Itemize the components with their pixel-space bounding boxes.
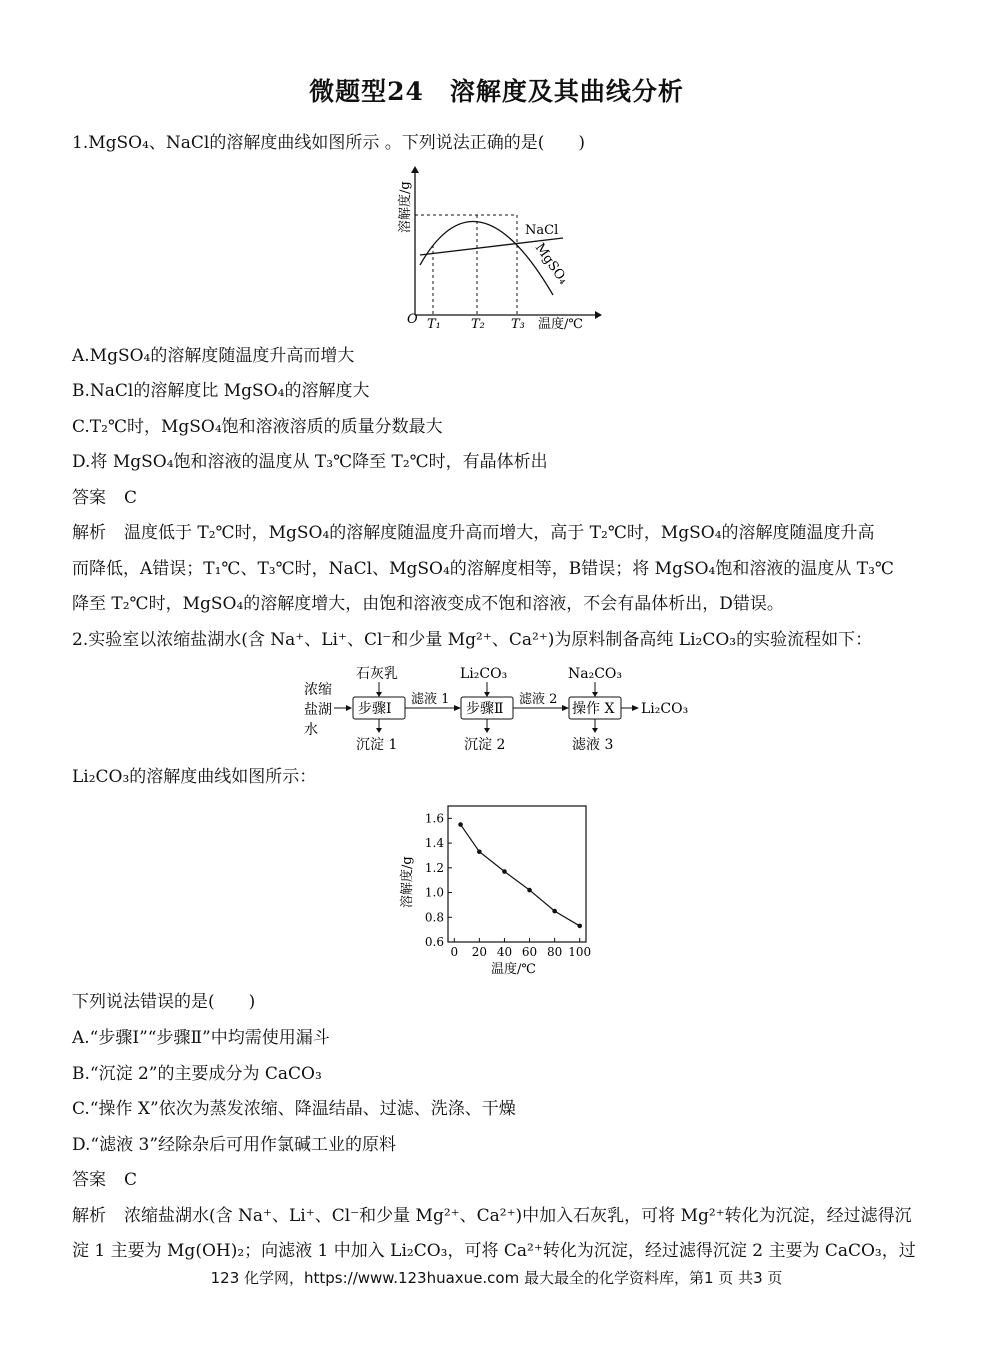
data-point <box>527 888 532 893</box>
analysis-text: 浓缩盐湖水(含 Na⁺、Li⁺、Cl⁻和少量 Mg²⁺、Ca²⁺)中加入石灰乳，可将 Mg²⁺转化为沉淀，经过滤得沉 <box>124 1206 912 1226</box>
y-axis-label: 溶解度/g <box>398 181 413 233</box>
nacl-label: NaCl <box>525 223 559 238</box>
q2-option-c: C.“操作 X”依次为蒸发浓缩、降温结晶、过滤、洗涤、干燥 <box>72 1099 516 1119</box>
bottom-2: 沉淀 2 <box>464 737 506 753</box>
x-tick-label: 20 <box>471 945 488 959</box>
filtrate-1: 滤液 1 <box>411 692 450 707</box>
y-tick-label: 1.0 <box>424 885 444 900</box>
answer-value: C <box>124 488 138 508</box>
source-line-1: 浓缩 <box>304 682 332 698</box>
q2-stem: 2.实验室以浓缩盐湖水(含 Na⁺、Li⁺、Cl⁻和少量 Mg²⁺、Ca²⁺)为原料制备高纯 Li₂CO₃的实验流程如下： <box>72 630 873 650</box>
analysis-label: 解析 <box>72 523 106 543</box>
reagent-2: Li₂CO₃ <box>460 666 508 682</box>
bottom-1: 沉淀 1 <box>356 737 398 753</box>
solubility-chart-mgso4-nacl <box>395 165 605 335</box>
y-axis-label: 溶解度/g <box>400 856 415 908</box>
data-point <box>552 909 557 914</box>
y-tick-label: 1.6 <box>424 811 444 826</box>
source-line-2: 盐湖 <box>304 702 332 718</box>
process-flow-diagram <box>298 660 698 755</box>
q1-stem: 1.MgSO₄、NaCl的溶解度曲线如图所示 。下列说法正确的是( ) <box>72 133 586 153</box>
q2-analysis-line-2: 淀 1 主要为 Mg(OH)₂；向滤液 1 中加入 Li₂CO₃，可将 Ca²⁺转化为沉淀，经过滤得沉淀 2 主要为 CaCO₃，过 <box>72 1241 916 1261</box>
data-point <box>477 849 482 854</box>
q1-analysis-line-1 <box>72 521 875 545</box>
x-axis-label: 温度/℃ <box>491 962 536 977</box>
x-tick-label: 100 <box>568 945 592 959</box>
data-point <box>458 822 463 827</box>
answer-label: 答案 <box>72 1170 106 1190</box>
q1-option-a: A.MgSO₄的溶解度随温度升高而增大 <box>72 346 355 366</box>
q2-analysis-line-1 <box>72 1204 912 1228</box>
answer-value: C <box>124 1170 138 1190</box>
step-3-label: 操作 X <box>572 701 615 717</box>
x-tick-label: 0 <box>450 945 459 959</box>
q2-option-d: D.“滤液 3”经除杂后可用作氯碱工业的原料 <box>72 1135 397 1155</box>
q1-answer <box>72 486 137 510</box>
plot-frame <box>448 806 586 942</box>
reagent-1: 石灰乳 <box>356 666 398 682</box>
q1-analysis-line-2: 而降低，A错误；T₁℃、T₃℃时，NaCl、MgSO₄的溶解度相等，B错误；将 MgSO₄饱和溶液的温度从 T₃℃ <box>72 559 894 579</box>
q1-option-d: D.将 MgSO₄饱和溶液的温度从 T₃℃降至 T₂℃时，有晶体析出 <box>72 452 548 472</box>
page-title: 微题型24 溶解度及其曲线分析 <box>309 77 684 106</box>
answer-label: 答案 <box>72 488 106 508</box>
x-axis-label: 温度/℃ <box>538 317 583 332</box>
step-2-label: 步骤Ⅱ <box>466 701 504 717</box>
x-tick-label: 80 <box>546 945 563 959</box>
data-point <box>577 924 582 929</box>
q1-option-b: B.NaCl的溶解度比 MgSO₄的溶解度大 <box>72 381 370 401</box>
li2co3-solubility-chart <box>395 798 600 983</box>
q1-option-c: C.T₂℃时，MgSO₄饱和溶液溶质的质量分数最大 <box>72 417 443 437</box>
analysis-label: 解析 <box>72 1206 106 1226</box>
q2-answer <box>72 1168 137 1192</box>
product-label: Li₂CO₃ <box>641 701 689 717</box>
tick-t3: T₃ <box>511 317 525 332</box>
q2-option-a: A.“步骤Ⅰ”“步骤Ⅱ”中均需使用漏斗 <box>72 1028 330 1048</box>
y-tick-label: 0.8 <box>424 910 444 925</box>
x-tick-label: 60 <box>521 945 538 959</box>
tick-t1: T₁ <box>427 317 441 332</box>
series-line <box>461 825 580 926</box>
x-tick-label: 40 <box>496 945 513 959</box>
filtrate-2: 滤液 2 <box>519 692 558 707</box>
step-1-label: 步骤Ⅰ <box>358 701 392 717</box>
q1-analysis-line-3: 降至 T₂℃时，MgSO₄的溶解度增大，由饱和溶液变成不饱和溶液，不会有晶体析出，D错误。 <box>72 594 784 614</box>
analysis-text: 温度低于 T₂℃时，MgSO₄的溶解度随温度升高而增大，高于 T₂℃时，MgSO₄的溶解度随温度升高 <box>124 523 875 543</box>
q2-option-b: B.“沉淀 2”的主要成分为 CaCO₃ <box>72 1064 322 1084</box>
tick-t2: T₂ <box>471 317 485 332</box>
y-tick-label: 1.4 <box>424 836 444 851</box>
chart-intro: Li₂CO₃的溶解度曲线如图所示： <box>72 767 317 787</box>
data-point <box>502 869 507 874</box>
q2-question: 下列说法错误的是( ) <box>72 992 256 1012</box>
page-footer: 123 化学网，https://www.123huaxue.com 最大最全的化学资料库，第1 页 共3 页 <box>210 1269 783 1287</box>
y-tick-label: 1.2 <box>424 860 444 875</box>
y-tick-label: 0.6 <box>424 935 444 949</box>
reagent-3: Na₂CO₃ <box>568 666 623 682</box>
source-line-3: 水 <box>304 722 318 738</box>
bottom-3: 滤液 3 <box>572 737 614 753</box>
origin-label: O <box>407 312 418 327</box>
mgso4-label: MgSO₄ <box>531 240 571 288</box>
